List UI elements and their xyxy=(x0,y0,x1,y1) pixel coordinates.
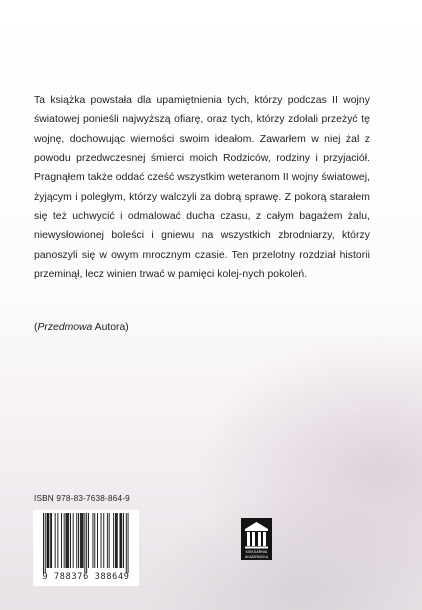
barcode-bar xyxy=(107,513,108,568)
barcode-bar xyxy=(81,513,82,568)
barcode-bar xyxy=(93,513,94,568)
barcode-bar xyxy=(45,513,46,573)
barcode-bar xyxy=(84,513,85,573)
barcode-bar xyxy=(50,513,51,568)
publisher-logo xyxy=(241,518,272,560)
barcode-bar xyxy=(121,513,122,568)
barcode-bar xyxy=(66,513,67,568)
barcode-bar xyxy=(43,513,44,573)
barcode-bar xyxy=(80,513,81,568)
isbn-barcode xyxy=(33,510,139,586)
blurb-paragraph: Ta książka powstała dla upamiętnienia tych, którzy podczas II wojny światowej ponieśli najwyższą ofiarę, oraz tych, którzy zdołali przeżyć tę wojnę, dochowując wierności swoim ideałom. Zawarłem w niej żal z powodu przedwczesnej śmierci moich Rodziców, rodziny i przyjaciół. Pragnąłem także oddać cześć wszystkim weteranom II wojny światowej, żyjącym i poległym, którzy walczyli za dobrą sprawę. Z pokorą starałem się też uchwycić i odmalować ducha czasu, z całym bagażem żalu, niewysłowionej boleści i gniewu na wszystkich zbrodniarzy, którzy panoszyli się w owym mrocznym czasie. Ten przelotny rozdział historii przeminął, lecz winien trwać w pamięci kolej-nych pokoleń. xyxy=(34,95,370,281)
barcode-bar xyxy=(51,513,52,568)
isbn-label: ISBN 978-83-7638-864-9 xyxy=(34,494,130,503)
barcode-bar xyxy=(67,513,68,568)
barcode-bar xyxy=(66,513,67,568)
barcode-digits: 9 788376 388649 xyxy=(42,572,130,582)
blurb-signature xyxy=(34,321,129,335)
publisher-name-line2: AKADEMICKA xyxy=(244,554,269,559)
barcode-bar xyxy=(86,513,87,573)
barcode-bar xyxy=(73,513,74,568)
barcode-bar xyxy=(88,513,89,568)
barcode-bar xyxy=(94,513,95,568)
barcode-bar xyxy=(70,513,71,568)
barcode-bar xyxy=(83,513,84,568)
barcode-bar xyxy=(55,513,56,568)
barcode-bar xyxy=(57,513,58,568)
barcode-bar xyxy=(68,513,69,568)
barcode-bar xyxy=(47,513,48,568)
barcode-bar xyxy=(117,513,118,568)
barcode-bar xyxy=(82,513,83,568)
barcode-bar xyxy=(123,513,124,568)
barcode-bars xyxy=(35,513,137,573)
barcode-bar xyxy=(120,513,121,568)
signature-open-paren: ( xyxy=(34,322,38,333)
barcode-bar xyxy=(61,513,62,568)
signature-italic: Przedmowa xyxy=(37,322,93,333)
barcode-bar xyxy=(101,513,102,568)
barcode-bar xyxy=(48,513,49,568)
barcode-bar xyxy=(76,513,77,568)
signature-rest: Autora) xyxy=(92,322,129,333)
barcode-bar xyxy=(120,513,121,568)
barcode-bar xyxy=(116,513,117,568)
barcode-bar xyxy=(115,513,116,568)
barcode-bar xyxy=(113,513,114,568)
barcode-bar xyxy=(97,513,98,568)
barcode-bar xyxy=(109,513,110,568)
barcode-bar xyxy=(78,513,79,568)
barcode-bar xyxy=(64,513,65,568)
barcode-bar xyxy=(126,513,127,573)
barcode-bar xyxy=(128,513,129,573)
publisher-name-line1: KSIĘGARNIA xyxy=(245,550,268,554)
barcode-bar xyxy=(103,513,104,568)
barcode-bar xyxy=(48,513,49,568)
back-cover-blurb xyxy=(34,91,370,284)
